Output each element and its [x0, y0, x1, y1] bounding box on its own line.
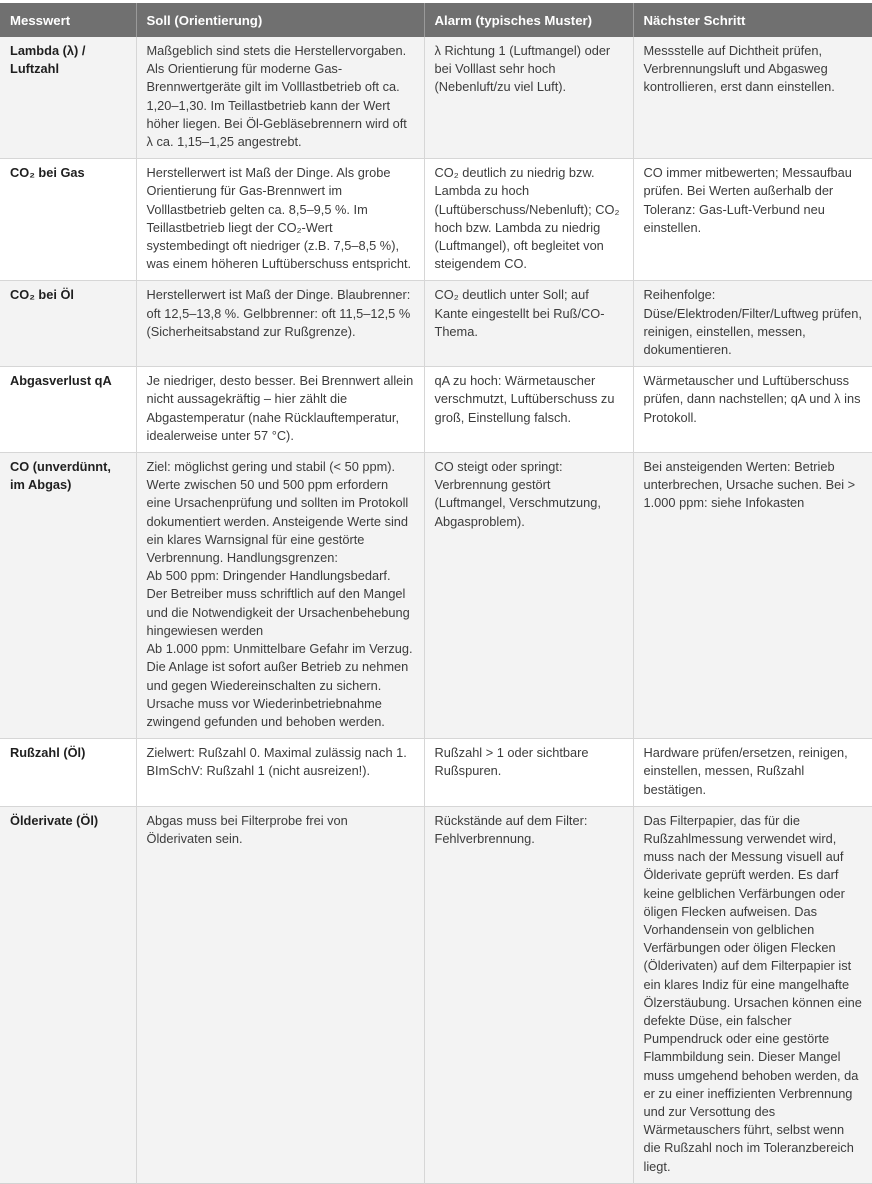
table-row-abgasverlust-qa — [0, 367, 872, 453]
cell-soll: Zielwert: Rußzahl 0. Maximal zulässig nach 1. BImSchV: Rußzahl 1 (nicht ausreizen!). — [136, 739, 424, 807]
column-header-alarm: Alarm (typisches Muster) — [424, 3, 633, 37]
cell-alarm: Rußzahl > 1 oder sichtbare Rußspuren. — [424, 739, 633, 807]
cell-soll: Ziel: möglichst gering und stabil (< 50 ppm). Werte zwischen 50 und 500 ppm erfordern eine Ursachenprüfung und sollten im Protokoll dokumentiert werden. Ansteigende Werte sind ein klares Warnsignal für eine gestörte Verbrennung. Handlungsgrenzen: Ab 500 ppm: Dringender Handlungsbedarf. Der Betreiber muss schriftlich auf den Mangel und die Notwendigkeit der Ursachenbehebung hingewiesen werden Ab 1.000 ppm: Unmittelbare Gefahr im Verzug. Die Anlage ist sofort außer Betrieb zu nehmen und gegen Wiedereinschalten zu sichern. Ursache muss vor Wiederinbetriebnahme zwingend gefunden und behoben werden. — [136, 453, 424, 739]
cell-naechster-schritt: Das Filterpapier, das für die Rußzahlmessung verwendet wird, muss nach der Messung visuell auf Ölderivate geprüft werden. Es darf keine gelblichen Verfärbungen oder öligen Flecken aufweisen. Das Vorhandensein von gelblichen Verfärbungen oder öligen Flecken (Ölderivaten) auf dem Filterpapier ist ein klares Indiz für eine mangelhafte Ölzerstäubung. Ursachen können eine defekte Düse, ein falscher Pumpendruck oder eine gestörte Flammbildung sein. Dieser Mangel muss umgehend behoben werden, da er zu einer ineffizienten Verbrennung und zur Versottung des Wärmetauschers führt, selbst wenn die Rußzahl noch im Toleranzbereich liegt. — [633, 806, 872, 1183]
cell-alarm: qA zu hoch: Wärmetauscher verschmutzt, Luftüberschuss zu groß, Einstellung falsch. — [424, 367, 633, 453]
cell-messwert: CO₂ bei Gas — [0, 159, 136, 281]
cell-naechster-schritt: Bei ansteigenden Werten: Betrieb unterbrechen, Ursache suchen. Bei > 1.000 ppm: siehe Infokasten — [633, 453, 872, 739]
cell-naechster-schritt: Wärmetauscher und Luftüberschuss prüfen, dann nachstellen; qA und λ ins Protokoll. — [633, 367, 872, 453]
cell-messwert: Rußzahl (Öl) — [0, 739, 136, 807]
table-row-oelderivate-oel — [0, 806, 872, 1183]
header-row — [0, 3, 872, 37]
cell-messwert: Ölderivate (Öl) — [0, 806, 136, 1183]
cell-alarm: Rückstände auf dem Filter: Fehlverbrennung. — [424, 806, 633, 1183]
cell-soll: Herstellerwert ist Maß der Dinge. Blaubrenner: oft 12,5–13,8 %. Gelbbrenner: oft 11,5–12,5 % (Sicherheitsabstand zur Rußgrenze). — [136, 281, 424, 367]
cell-alarm: CO₂ deutlich zu niedrig bzw. Lambda zu hoch (Luftüberschuss/Nebenluft); CO₂ hoch bzw. Lambda zu niedrig (Luftmangel), oft begleitet von steigendem CO. — [424, 159, 633, 281]
cell-soll: Herstellerwert ist Maß der Dinge. Als grobe Orientierung für Gas-Brennwert im Volllastbetrieb gelten ca. 8,5–9,5 %. Im Teillastbetrieb liegt der CO₂-Wert systembedingt oft niedriger (z.B. 7,5–8,5 %), was einem höheren Luftüberschuss entspricht. — [136, 159, 424, 281]
cell-messwert: Lambda (λ) / Luftzahl — [0, 37, 136, 159]
cell-alarm: CO steigt oder springt: Verbrennung gestört (Luftmangel, Verschmutzung, Abgasproblem). — [424, 453, 633, 739]
cell-naechster-schritt: Messstelle auf Dichtheit prüfen, Verbrennungsluft und Abgasweg kontrollieren, erst dann einstellen. — [633, 37, 872, 159]
cell-soll: Maßgeblich sind stets die Herstellervorgaben. Als Orientierung für moderne Gas-Brennwertgeräte gilt im Volllastbetrieb oft ca. 1,20–1,30. Im Teillastbetrieb kann der Wert höher liegen. Bei Öl-Gebläsebrennern wird oft λ ca. 1,15–1,25 angestrebt. — [136, 37, 424, 159]
cell-messwert: CO (unverdünnt, im Abgas) — [0, 453, 136, 739]
table-row-lambda-luftzahl — [0, 37, 872, 159]
column-header-messwert: Messwert — [0, 3, 136, 37]
cell-soll: Abgas muss bei Filterprobe frei von Ölderivaten sein. — [136, 806, 424, 1183]
cell-soll: Je niedriger, desto besser. Bei Brennwert allein nicht aussagekräftig – hier zählt die Abgastemperatur (nahe Rücklauftemperatur, idealerweise unter 57 °C). — [136, 367, 424, 453]
table-row-russzahl-oel — [0, 739, 872, 807]
cell-messwert: CO₂ bei Öl — [0, 281, 136, 367]
cell-naechster-schritt: Reihenfolge: Düse/Elektroden/Filter/Luftweg prüfen, reinigen, einstellen, messen, dokumentieren. — [633, 281, 872, 367]
cell-alarm: CO₂ deutlich unter Soll; auf Kante eingestellt bei Ruß/CO-Thema. — [424, 281, 633, 367]
column-header-soll: Soll (Orientierung) — [136, 3, 424, 37]
table-row-co2-gas — [0, 159, 872, 281]
measurement-table — [0, 3, 872, 1184]
table-row-co-unverduennt — [0, 453, 872, 739]
cell-naechster-schritt: CO immer mitbewerten; Messaufbau prüfen. Bei Werten außerhalb der Toleranz: Gas-Luft-Verbund neu einstellen. — [633, 159, 872, 281]
table-row-co2-oel — [0, 281, 872, 367]
cell-naechster-schritt: Hardware prüfen/ersetzen, reinigen, einstellen, messen, Rußzahl bestätigen. — [633, 739, 872, 807]
cell-messwert: Abgasverlust qA — [0, 367, 136, 453]
column-header-naechster-schritt: Nächster Schritt — [633, 3, 872, 37]
cell-alarm: λ Richtung 1 (Luftmangel) oder bei Volllast sehr hoch (Nebenluft/zu viel Luft). — [424, 37, 633, 159]
